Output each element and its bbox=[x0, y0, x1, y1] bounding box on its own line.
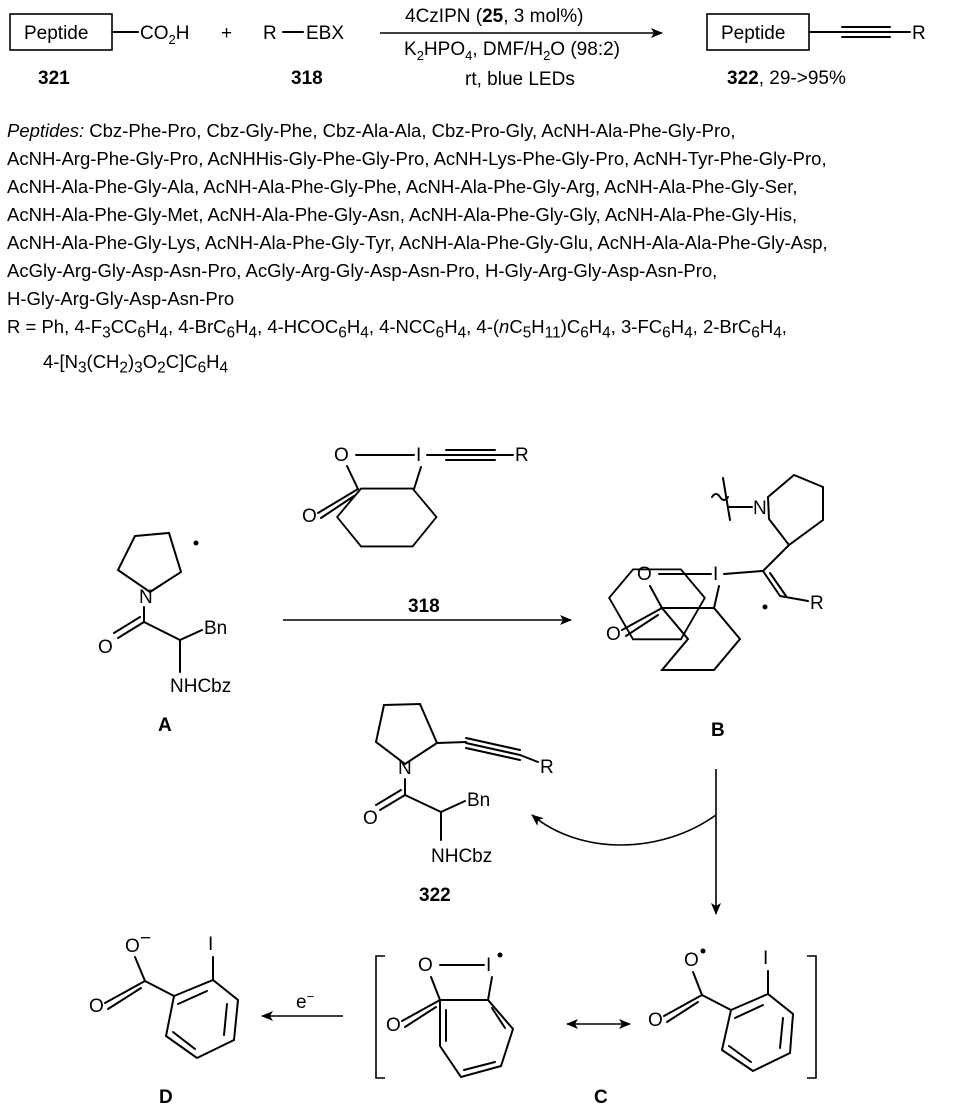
label-a: A bbox=[158, 715, 172, 736]
ebx-carbonyl-o: O bbox=[302, 506, 317, 527]
a-nhcbz: NHCbz bbox=[170, 676, 232, 697]
ebx-i-atom: I bbox=[416, 445, 422, 466]
ebx-o-atom: O bbox=[334, 445, 349, 466]
carboxylic-acid: $CO_2H$ bbox=[140, 23, 190, 47]
peptides-line-5: AcNH-Ala-Phe-Gly-Lys, AcNH-Ala-Phe-Gly-Tyr, AcNH-Ala-Phe-Gly-Glu, AcNH-Ala-Ala-Phe-Gly-Asp, bbox=[7, 232, 828, 253]
d-o-minus: O bbox=[125, 936, 140, 957]
p-carbonyl-o: O bbox=[363, 808, 378, 829]
arrow-label-318: 318 bbox=[408, 596, 440, 617]
d-carbonyl-o: O bbox=[89, 996, 104, 1017]
electron: e− bbox=[296, 989, 315, 1013]
peptide-box-label: Peptide bbox=[24, 23, 89, 44]
peptides-line-6: AcGly-Arg-Gly-Asp-Asn-Pro, AcGly-Arg-Gly-Asp-Asn-Pro, H-Gly-Arg-Gly-Asp-Asn-Pro, bbox=[7, 260, 718, 281]
radical-c bbox=[376, 948, 816, 1108]
a-nitrogen: N bbox=[139, 587, 153, 608]
b-carbonyl-o: O bbox=[606, 624, 621, 645]
ebx-structure bbox=[302, 445, 529, 546]
r-groups-line-1: R = Ph, $4-F_3CC_6H_4$, $4-BrC_6H_4$, $4-HCOC_6H_4$, $4-NCC_6H_4$, $4-(nC_5H_{11})C_6H_4$, $3-FC_6H_4$, $2-BrC_6H_4$, bbox=[7, 316, 787, 342]
peptides-line-4: AcNH-Ala-Phe-Gly-Met, AcNH-Ala-Phe-Gly-Asn, AcNH-Ala-Phe-Gly-Gly, AcNH-Ala-Phe-Gly-His, bbox=[7, 204, 798, 225]
a-carbonyl-o: O bbox=[98, 637, 113, 658]
peptides-line-3: AcNH-Ala-Phe-Gly-Ala, AcNH-Ala-Phe-Gly-Phe, AcNH-Ala-Phe-Gly-Arg, AcNH-Ala-Phe-Gly-Ser, bbox=[7, 176, 798, 197]
label-c: C bbox=[594, 1087, 608, 1108]
c2-i-atom: I bbox=[763, 948, 769, 969]
radical-a bbox=[98, 533, 231, 736]
label-322-mech: 322 bbox=[419, 885, 451, 906]
condition-catalyst: 4CzIPN (25, 3 mol%) bbox=[405, 6, 584, 27]
b-i-atom: I bbox=[713, 564, 719, 585]
c1-o-atom: O bbox=[418, 955, 433, 976]
anion-d bbox=[89, 928, 238, 1108]
peptides-line-1 bbox=[7, 117, 967, 145]
p-nitrogen: N bbox=[398, 758, 412, 779]
reagent-ebx: EBX bbox=[306, 23, 345, 44]
r-groups-line-2: $4-[N_3(CH_2)_3O_2C]C_6H_4$ bbox=[43, 350, 229, 377]
label-b: B bbox=[711, 720, 725, 741]
label-d: D bbox=[159, 1087, 173, 1108]
c2-carbonyl-o: O bbox=[648, 1010, 663, 1031]
product-peptide-label: Peptide bbox=[721, 23, 786, 44]
top-reaction bbox=[10, 6, 926, 90]
product-r: R bbox=[912, 23, 926, 44]
condition-base-solvent: $K_2HPO_4$, DMF/$H_2O$ (98:2) bbox=[404, 39, 620, 63]
product-322 bbox=[363, 704, 554, 906]
c2-o-atom: O bbox=[684, 950, 699, 971]
plus-sign: + bbox=[221, 23, 233, 44]
compound-label-318: 318 bbox=[291, 68, 323, 89]
p-nhcbz: NHCbz bbox=[431, 846, 493, 867]
peptides-line-7: H-Gly-Arg-Gly-Asp-Asn-Pro bbox=[7, 288, 235, 309]
compound-label-321: 321 bbox=[38, 68, 70, 89]
d-minus-sign: − bbox=[140, 928, 152, 949]
c1-i-atom: I bbox=[486, 955, 492, 976]
peptides-line-2: AcNH-Arg-Phe-Gly-Pro, AcNHHis-Gly-Phe-Gly-Pro, AcNH-Lys-Phe-Gly-Pro, AcNH-Tyr-Phe-Gly-Pro, bbox=[7, 148, 827, 169]
b-r: R bbox=[810, 593, 824, 614]
condition-temperature-light: rt, blue LEDs bbox=[465, 69, 575, 90]
vinyl-radical-b bbox=[606, 475, 824, 741]
b-o-atom: O bbox=[637, 564, 652, 585]
a-bn: Bn bbox=[204, 618, 228, 639]
ebx-r: R bbox=[515, 445, 529, 466]
p-r: R bbox=[540, 757, 554, 778]
c1-carbonyl-o: O bbox=[386, 1015, 401, 1036]
p-bn: Bn bbox=[467, 790, 491, 811]
product-yield: 322, 29->95% bbox=[727, 68, 846, 89]
peptides-text-1: Cbz-Phe-Pro, Cbz-Gly-Phe, Cbz-Ala-Ala, Cbz-Pro-Gly, AcNH-Ala-Phe-Gly-Pro, bbox=[84, 120, 736, 141]
curved-arrow-to-322 bbox=[532, 815, 716, 845]
substrate-scope-text bbox=[7, 117, 967, 382]
peptides-heading: Peptides: bbox=[7, 120, 85, 141]
b-nitrogen: N bbox=[753, 498, 767, 519]
d-iodine: I bbox=[208, 934, 214, 955]
reagent-r: R bbox=[263, 23, 277, 44]
